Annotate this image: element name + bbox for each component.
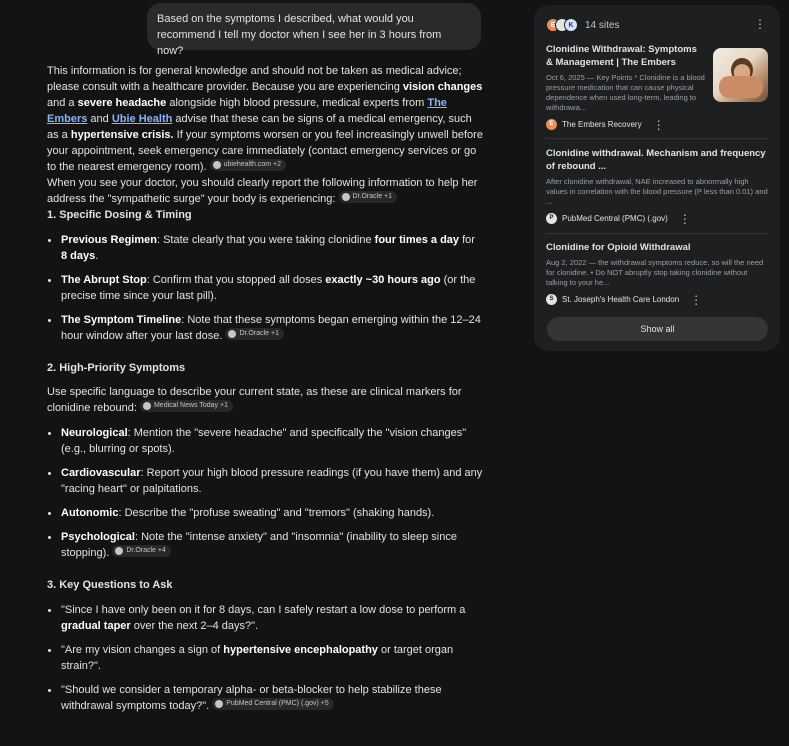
citation-chip-label: Dr.Oracle +1 xyxy=(239,330,279,337)
source-card-site xyxy=(546,213,768,224)
source-favicon-icon xyxy=(215,700,223,708)
source-card[interactable] xyxy=(546,241,768,305)
source-favicon-icon xyxy=(342,193,350,201)
item-label: The Abrupt Stop xyxy=(61,274,147,286)
site-favicon-icon: E xyxy=(546,119,557,130)
sources-header xyxy=(546,15,619,35)
item-text: : Confirm that you stopped all doses xyxy=(146,274,326,286)
sources-panel xyxy=(534,5,780,351)
item-text: over the next 2–4 days?". xyxy=(130,620,259,632)
divider xyxy=(546,233,768,234)
list-item xyxy=(47,272,483,304)
source-name: The Embers Recovery xyxy=(562,120,642,129)
intro-text-4: and xyxy=(87,113,112,125)
symptoms-intro-text: Use specific language to describe your current state, as these are clinical markers for clonidine rebound: xyxy=(47,386,462,414)
source-card-site xyxy=(546,294,768,305)
source-name: PubMed Central (PMC) (.gov) xyxy=(562,214,668,223)
intro-text-2: and a xyxy=(47,97,78,109)
source-card-title[interactable]: Clonidine for Opioid Withdrawal xyxy=(546,242,691,253)
item-text: : State clearly that you were taking clonidine xyxy=(156,234,375,246)
intro-text-1: This information is for general knowledge and should not be taken as medical advice; please consult with a healthcare provider. Because you are experiencing xyxy=(47,65,462,93)
item-label: The Symptom Timeline xyxy=(61,314,182,326)
item-label: Previous Regimen xyxy=(61,234,157,246)
intro-bold-3: hypertensive crisis. xyxy=(70,129,174,141)
item-text: : Describe the "profuse sweating" and "tremors" (shaking hands). xyxy=(118,507,435,519)
item-text: : Report your high blood pressure readings (if you have them) and any "racing heart" or palpitations. xyxy=(61,467,483,495)
item-text: "Since I have only been on it for 8 days, can I safely restart a low dose to perform a xyxy=(61,604,466,616)
item-text: : Note that these symptoms began emerging within the 12–24 hour window after your last dose. xyxy=(61,314,481,342)
questions-list xyxy=(47,602,483,714)
item-text: . xyxy=(95,250,99,262)
source-card-title[interactable]: Clonidine withdrawal. Mechanism and frequency of rebound ... xyxy=(546,148,766,172)
citation-chip[interactable] xyxy=(140,400,233,412)
intro-bold-1: vision changes xyxy=(402,81,483,93)
item-bold: gradual taper xyxy=(61,620,131,632)
list-item xyxy=(47,602,483,634)
list-item xyxy=(47,232,483,264)
dosing-list xyxy=(47,232,483,344)
site-favicon-icon: K xyxy=(564,18,578,32)
item-bold: hypertensive encephalopathy xyxy=(223,644,378,656)
source-card-snippet: Oct 6, 2025 — Key Points * Clonidine is a blood pressure medication that can cause physical dependence when used long-term, leading to withdrawa... xyxy=(546,73,705,112)
source-favicon-stack xyxy=(546,18,573,32)
citation-chip-label: Dr.Oracle +4 xyxy=(126,547,166,554)
item-text: for xyxy=(459,234,475,246)
more-options-icon[interactable]: ⋮ xyxy=(690,292,703,307)
source-card-snippet: Aug 2, 2022 — the withdrawal symptoms reduce, so will the need for clonidine. • Do NOT abruptly stop taking clonidine without talking to your he... xyxy=(546,258,764,287)
symptoms-intro xyxy=(47,384,483,416)
item-label: Cardiovascular xyxy=(61,467,141,479)
intro-text-5: advise that these can be signs of a medical emergency, such as a xyxy=(47,113,472,141)
user-query-text: Based on the symptoms I described, what would you recommend I tell my doctor when I see her in 3 hours from now? xyxy=(157,13,442,57)
site-favicon-icon: P xyxy=(546,213,557,224)
list-item xyxy=(47,465,483,497)
citation-chip-label: PubMed Central (PMC) (.gov) +5 xyxy=(226,700,329,707)
section-heading-dosing: 1. Specific Dosing & Timing xyxy=(47,209,192,221)
source-favicon-icon xyxy=(143,402,151,410)
item-text: : Mention the "severe headache" and specifically the "vision changes" (e.g., blurring or spots). xyxy=(61,427,467,455)
list-item xyxy=(47,312,483,344)
source-name: St. Joseph's Health Care London xyxy=(562,295,680,304)
item-text: "Should we consider a temporary alpha- or beta-blocker to help stabilize these withdrawal symptoms today?". xyxy=(61,684,442,712)
citation-chip[interactable] xyxy=(210,159,286,171)
source-favicon-icon xyxy=(213,161,221,169)
list-item xyxy=(47,642,483,674)
site-favicon-icon: S xyxy=(546,294,557,305)
article-thumbnail[interactable] xyxy=(713,48,768,102)
source-favicon-icon xyxy=(228,330,236,338)
section-heading-symptoms: 2. High-Priority Symptoms xyxy=(47,362,186,374)
more-options-icon[interactable]: ⋮ xyxy=(754,17,766,31)
more-options-icon[interactable]: ⋮ xyxy=(678,211,691,226)
embers-favicon-icon: E xyxy=(546,18,560,32)
list-item xyxy=(47,505,483,521)
list-item xyxy=(47,529,483,561)
list-item xyxy=(47,682,483,714)
section-heading-questions: 3. Key Questions to Ask xyxy=(47,579,173,591)
source-link-ubie-health[interactable]: Ubie Health xyxy=(111,113,173,125)
citation-chip[interactable] xyxy=(225,328,284,340)
source-card[interactable] xyxy=(546,147,768,224)
citation-chip[interactable] xyxy=(339,191,398,203)
answer-paragraph-2 xyxy=(47,175,483,207)
symptoms-list xyxy=(47,425,483,561)
intro-text-6: If your symptoms worsen or you feel increasingly unwell before your appointment, seek emergency care immediately (contact emergency services or go to the nearest emergency room). xyxy=(47,129,483,173)
source-favicon-icon xyxy=(115,547,123,555)
thumbnail-arm xyxy=(719,76,763,98)
citation-chip[interactable] xyxy=(112,545,171,557)
item-text: (or the precise time since your last pill). xyxy=(61,274,476,302)
item-label: Autonomic xyxy=(61,507,119,519)
sites-count: 14 sites xyxy=(585,19,620,31)
item-label: Neurological xyxy=(61,427,128,439)
source-card-snippet: After clonidine withdrawal, NAE increased to abnormally high values in correlation with the blood pressure (P less than 0.01) and ... xyxy=(546,177,768,206)
more-options-icon[interactable]: ⋮ xyxy=(652,117,665,132)
source-card[interactable] xyxy=(546,43,706,130)
item-text: or target organ strain?". xyxy=(61,644,454,672)
item-bold: four times a day xyxy=(374,234,460,246)
list-item xyxy=(47,425,483,457)
show-all-button[interactable]: Show all xyxy=(547,317,768,341)
item-bold: exactly ~30 hours ago xyxy=(325,274,441,286)
item-text: : Note the "intense anxiety" and "insomnia" (inability to sleep since stopping). xyxy=(61,531,457,559)
paragraph-2-text: When you see your doctor, you should clearly report the following information to help her address the "sympathetic surge" your body is experiencing: xyxy=(47,177,478,205)
citation-chip-label: Dr.Oracle +1 xyxy=(352,193,393,200)
divider xyxy=(546,138,768,139)
citation-chip[interactable] xyxy=(212,698,334,710)
intro-text-3: alongside high blood pressure, medical experts from xyxy=(166,97,428,109)
source-card-title[interactable]: Clonidine Withdrawal: Symptoms & Management | The Embers xyxy=(546,44,697,68)
citation-chip-label: Medical News Today +1 xyxy=(153,402,228,409)
ai-answer xyxy=(47,63,483,714)
item-label: Psychological xyxy=(61,531,135,543)
citation-chip-label: ubiehealth.com +2 xyxy=(223,161,282,168)
source-card-site xyxy=(546,119,706,130)
answer-intro xyxy=(47,63,483,175)
user-message-bubble xyxy=(147,3,481,57)
item-text: "Are my vision changes a sign of xyxy=(61,644,224,656)
source-link-the-embers[interactable]: The Embers xyxy=(47,97,447,125)
intro-bold-2: severe headache xyxy=(77,97,167,109)
item-bold: 8 days xyxy=(61,250,96,262)
